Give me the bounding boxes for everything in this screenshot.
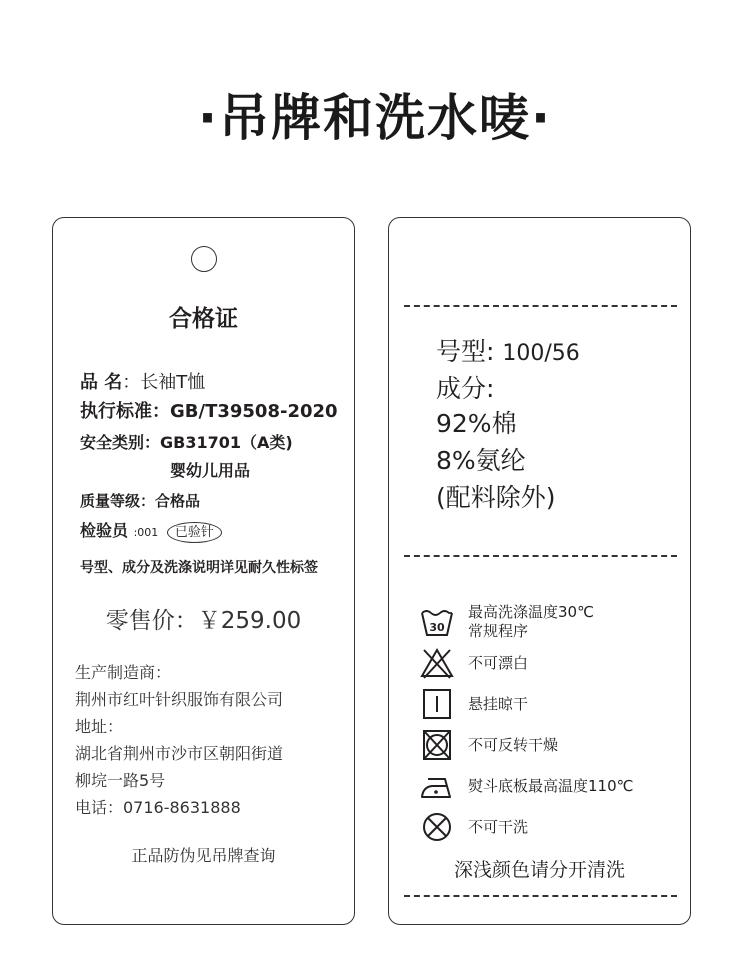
- standard-label: 执行标准：: [80, 401, 170, 422]
- inspector-row: [80, 518, 222, 543]
- iron-text: 熨斗底板最高温度110℃: [468, 776, 634, 795]
- composition-note: (配料除外): [436, 483, 556, 512]
- dashed-divider-top: [404, 305, 677, 307]
- care-item-no-bleach: [419, 646, 528, 680]
- care-item-no-tumble-dry: [419, 728, 558, 762]
- safety-label: 安全类别：: [80, 433, 161, 452]
- no-dry-clean-text: 不可干洗: [468, 817, 529, 836]
- dashed-divider-bottom: [404, 895, 677, 897]
- address-line-1: 湖北省荆州市沙市区朝阳街道: [75, 744, 284, 763]
- no-tumble-dry-icon: [419, 728, 455, 762]
- safety-value-2: 婴幼儿用品: [170, 461, 251, 480]
- wash-label-card: [388, 217, 691, 925]
- iron-icon: [419, 769, 455, 803]
- wash-temp-text: 30: [429, 621, 445, 634]
- size-value: 100/56: [502, 341, 580, 366]
- care-item-wash: [419, 605, 594, 639]
- no-bleach-icon: [419, 646, 455, 680]
- anti-counterfeit-note: 正品防伪见吊牌查询: [131, 846, 276, 865]
- hang-hole: [191, 246, 217, 272]
- product-name-row: [80, 368, 205, 394]
- care-item-no-dry-clean: [419, 810, 528, 844]
- inspection-stamp: 已验针: [167, 522, 222, 543]
- no-dry-clean-icon: [419, 810, 455, 844]
- address-line-2: 柳垸一路5号: [75, 771, 166, 790]
- inspector-number: :001: [133, 526, 159, 539]
- certificate-title: 合格证: [169, 306, 238, 332]
- grade-value: 合格品: [155, 492, 201, 510]
- grade-label: 质量等级：: [80, 492, 156, 510]
- wash-program-line: 常规程序: [468, 622, 529, 640]
- separate-colors-note: 深浅颜色请分开清洗: [453, 859, 625, 881]
- safety-value: GB31701（A类): [160, 433, 293, 452]
- safety-row: [80, 430, 293, 453]
- composition-label: 成分:: [436, 374, 495, 403]
- care-item-iron: [419, 769, 633, 803]
- composition-cotton: 92%棉: [436, 409, 517, 438]
- product-name-value: ：长袖T恤: [122, 372, 206, 393]
- manufacturer-label: 生产制造商：: [75, 663, 172, 682]
- dashed-divider-middle: [404, 555, 677, 557]
- inspector-label: 检验员: [80, 521, 129, 540]
- line-dry-text: 悬挂晾干: [468, 694, 529, 713]
- size-label: 号型:: [436, 337, 495, 366]
- manufacturer-name: 荆州市红叶针织服饰有限公司: [75, 690, 284, 709]
- line-dry-icon: [419, 687, 455, 721]
- hang-tag-card: [52, 217, 355, 925]
- page-title: ·吊牌和洗水唛·: [198, 89, 552, 147]
- standard-value: GB/T39508-2020: [170, 401, 338, 422]
- no-tumble-dry-text: 不可反转干燥: [468, 735, 559, 754]
- no-bleach-text: 不可漂白: [468, 653, 529, 672]
- product-name-label: 品 名: [80, 372, 123, 393]
- phone: 电话：0716-8631888: [75, 798, 241, 817]
- retail-price: 零售价：￥259.00: [105, 608, 302, 634]
- wash-temp-line: 最高洗涤温度30℃: [468, 603, 594, 621]
- standard-row: [80, 397, 338, 423]
- size-row: [436, 333, 580, 372]
- composition-spandex: 8%氨纶: [436, 446, 526, 475]
- care-item-line-dry: [419, 687, 528, 721]
- care-text: [468, 603, 594, 641]
- wash-30-icon: [419, 605, 455, 639]
- address-label: 地址：: [75, 717, 124, 736]
- durable-label-note: 号型、成分及洗涤说明详见耐久性标签: [80, 560, 318, 576]
- grade-row: [80, 490, 200, 511]
